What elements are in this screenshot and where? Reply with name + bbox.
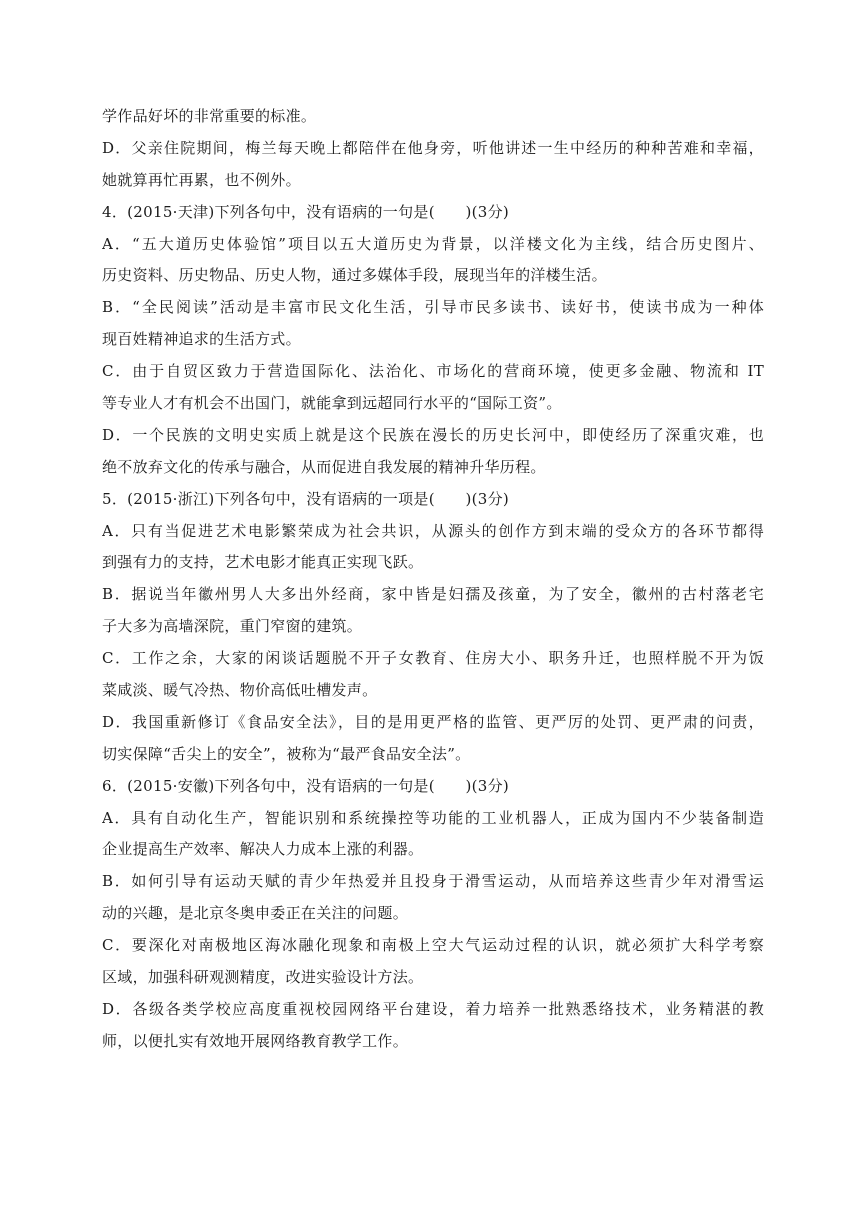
text-line: 区域，加强科研观测精度，改进实验设计方法。 <box>102 968 424 987</box>
document-body <box>102 101 764 1058</box>
text-line: 等专业人才有机会不出国门，就能拿到远超同行水平的“国际工资”。 <box>102 394 562 413</box>
question-5-option-a: A．只有当促进艺术电影繁荣成为社会共识，从源头的创作方到末端的受众方的各环节都得 <box>102 521 764 540</box>
question-4-option-d: D．一个民族的文明史实质上就是这个民族在漫长的历史长河中，即使经历了深重灾难，也 <box>102 425 764 444</box>
text-line: 她就算再忙再累，也不例外。 <box>102 170 301 189</box>
question-6-option-a: A．具有自动化生产，智能识别和系统操控等功能的工业机器人，正成为国内不少装备制造 <box>102 808 764 827</box>
option-d-line: D．父亲住院期间，梅兰每天晚上都陪伴在他身旁，听他讲述一生中经历的种种苦难和幸福， <box>102 138 764 157</box>
question-4-option-b: B．“全民阅读”活动是丰富市民文化生活，引导市民多读书、读好书，使读书成为一种体 <box>102 298 764 317</box>
text-line: 切实保障“舌尖上的安全”，被称为“最严食品安全法”。 <box>102 744 471 763</box>
text-line: 历史资料、历史物品、历史人物，通过多媒体手段，展现当年的洋楼生活。 <box>102 266 607 285</box>
text-line: 师，以便扎实有效地开展网络教育教学工作。 <box>102 1031 409 1050</box>
text-line: 子大多为高墙深院，重门窄窗的建筑。 <box>102 617 363 636</box>
question-5-option-b: B．据说当年徽州男人大多出外经商，家中皆是妇孺及孩童，为了安全，徽州的古村落老宅 <box>102 585 764 604</box>
text-line: 学作品好坏的非常重要的标准。 <box>102 107 317 125</box>
question-5-stem: 5．(2015·浙江)下列各句中，没有语病的一项是( )(3分) <box>102 489 510 508</box>
question-6-option-d: D．各级各类学校应高度重视校园网络平台建设，着力培养一批熟悉络技术，业务精湛的教 <box>102 999 764 1018</box>
question-5-option-c: C．工作之余，大家的闲谈话题脱不开子女教育、住房大小、职务升迁，也照样脱不开为饭 <box>102 649 764 668</box>
text-line: 现百姓精神追求的生活方式。 <box>102 330 301 349</box>
question-4-stem: 4．(2015·天津)下列各句中，没有语病的一句是( )(3分) <box>102 202 510 221</box>
question-6-option-c: C．要深化对南极地区海冰融化现象和南极上空大气运动过程的认识，就必须扩大科学考察 <box>102 936 764 955</box>
text-line: 到强有力的支持，艺术电影才能真正实现飞跃。 <box>102 553 424 572</box>
text-line: 动的兴趣，是北京冬奥申委正在关注的问题。 <box>102 904 409 923</box>
question-6-option-b: B．如何引导有运动天赋的青少年热爱并且投身于滑雪运动，从而培养这些青少年对滑雪运 <box>102 872 764 891</box>
question-6-stem: 6．(2015·安徽)下列各句中，没有语病的一句是( )(3分) <box>102 776 510 795</box>
question-4-option-a: A．“五大道历史体验馆”项目以五大道历史为背景，以洋楼文化为主线，结合历史图片、 <box>102 234 764 253</box>
question-5-option-d: D．我国重新修订《食品安全法》，目的是用更严格的监管、更严厉的处罚、更严肃的问责， <box>102 712 764 731</box>
text-line: 绝不放弃文化的传承与融合，从而促进自我发展的精神升华历程。 <box>102 457 546 476</box>
text-line: 菜咸淡、暖气冷热、物价高低吐槽发声。 <box>102 681 378 700</box>
text-line: 企业提高生产效率、解决人力成本上涨的利器。 <box>102 840 424 859</box>
question-4-option-c: C．由于自贸区致力于营造国际化、法治化、市场化的营商环境，使更多金融、物流和 IT <box>102 362 764 381</box>
